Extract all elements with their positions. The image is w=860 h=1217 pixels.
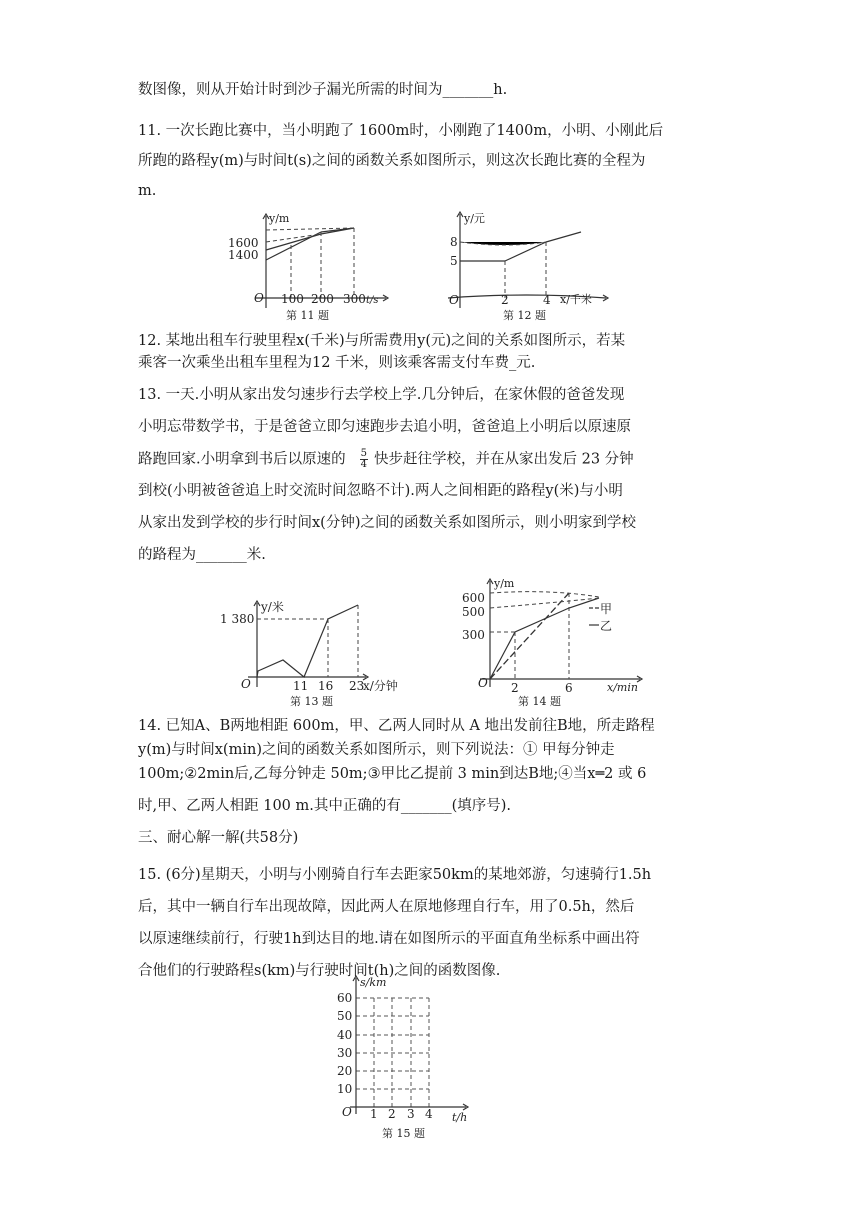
q14-line-3: 100m;②2min后,乙每分钟走 50m;③甲比乙提前 3 min到达B地;④当x═2 或 6 bbox=[138, 766, 647, 782]
fig14-origin: O bbox=[478, 676, 488, 690]
fig14-ytick-300: 300 bbox=[462, 628, 485, 642]
q14-line-4: 时,甲、乙两人相距 100 m.其中正确的有_______(填序号). bbox=[138, 798, 512, 814]
q13-line-6: 的路程为_______米. bbox=[138, 547, 266, 563]
fig15-xtick-4: 4 bbox=[425, 1107, 433, 1121]
fig15-ylabel: s/km bbox=[360, 976, 387, 989]
figure-13 bbox=[218, 597, 418, 709]
q15-line-1: 15. (6分)星期天，小明与小刚骑自行车去距家50km的某地郊游，匀速骑行1.5h bbox=[138, 867, 652, 883]
fig13-xtick-23: 23 bbox=[349, 679, 365, 693]
fig11-ytick-1600: 1600 bbox=[228, 236, 259, 250]
fig11-xlabel: t/s bbox=[366, 295, 379, 306]
fig15-xtick-1: 1 bbox=[370, 1107, 378, 1121]
fig15-ytick-50: 50 bbox=[337, 1009, 353, 1023]
fig11-ylabel: y/m bbox=[269, 212, 290, 225]
q11-line-3: m. bbox=[138, 183, 157, 199]
fig15-xtick-3: 3 bbox=[407, 1107, 415, 1121]
fig13-origin: O bbox=[241, 677, 251, 691]
fraction-5-4 bbox=[360, 449, 368, 470]
fig11-xtick-300: 300 bbox=[343, 292, 366, 306]
fig11-origin: O bbox=[254, 291, 264, 305]
q15-line-2: 后，其中一辆自行车出现故障，因此两人在原地修理自行车，用了0.5h，然后 bbox=[138, 899, 635, 915]
section-3-heading: 三、耐心解一解(共58分) bbox=[138, 830, 299, 846]
figure-12 bbox=[446, 210, 616, 325]
q12-line-2: 乘客一次乘坐出租车里程为12 千米，则该乘客需支付车费_元. bbox=[138, 355, 536, 371]
fig14-xlabel: x/min bbox=[607, 681, 638, 694]
fig13-xtick-11: 11 bbox=[293, 679, 309, 693]
fig13-caption: 第 13 题 bbox=[290, 695, 333, 708]
fig11-xtick-100: 100 bbox=[281, 292, 304, 306]
fig14-ytick-500: 500 bbox=[462, 605, 485, 619]
fig15-xlabel: t/h bbox=[452, 1111, 468, 1124]
q13-line-1: 13. 一天.小明从家出发匀速步行去学校上学.几分钟后，在家休假的爸爸发现 bbox=[138, 387, 625, 403]
q13-line-3-pre: 路跑回家.小明拿到书后以原速的 bbox=[138, 451, 346, 468]
fig15-ytick-20: 20 bbox=[337, 1064, 353, 1078]
q13-line-2: 小明忘带数学书，于是爸爸立即匀速跑步去追小明，爸爸追上小明后以原速原 bbox=[138, 419, 631, 435]
figure-15 bbox=[336, 972, 486, 1142]
fig11-xtick-200: 200 bbox=[311, 292, 334, 306]
fig12-ytick-8: 8 bbox=[450, 235, 458, 249]
fig12-xtick-4: 4 bbox=[543, 293, 551, 307]
fig13-ytick-1380: 1 380 bbox=[220, 612, 255, 626]
q11-line-2: 所跑的路程y(m)与时间t(s)之间的函数关系如图所示，则这次长跑比赛的全程为 bbox=[138, 153, 646, 169]
fig15-caption: 第 15 题 bbox=[382, 1127, 425, 1140]
fig15-ytick-10: 10 bbox=[337, 1082, 353, 1096]
fig14-caption: 第 14 题 bbox=[518, 695, 561, 708]
fig13-ylabel: y/米 bbox=[261, 600, 284, 614]
fig12-xlabel: x/千米 bbox=[560, 293, 592, 306]
fig13-xtick-16: 16 bbox=[318, 679, 334, 693]
q12-line-1: 12. 某地出租车行驶里程x(千米)与所需费用y(元)之间的关系如图所示，若某 bbox=[138, 333, 626, 349]
q14-line-1: 14. 已知A、B两地相距 600m，甲、乙两人同时从 A 地出发前往B地，所走路程 bbox=[138, 718, 655, 734]
q13-line-3 bbox=[138, 449, 634, 470]
q15-line-4: 合他们的行驶路程s(km)与行驶时间t(h)之间的函数图像. bbox=[138, 963, 501, 979]
figure-11 bbox=[226, 210, 396, 325]
fraction-numerator: 5 bbox=[360, 448, 367, 459]
fig15-ytick-30: 30 bbox=[337, 1046, 353, 1060]
fig11-caption: 第 11 题 bbox=[286, 309, 329, 322]
fig14-ytick-600: 600 bbox=[462, 591, 485, 605]
fraction-denominator: 4 bbox=[360, 459, 367, 470]
fig15-ytick-40: 40 bbox=[337, 1028, 353, 1042]
fig12-ylabel: y/元 bbox=[464, 212, 485, 225]
q13-line-3-post: 快步赶往学校，并在从家出发后 23 分钟 bbox=[373, 451, 634, 468]
figure-14 bbox=[462, 575, 662, 708]
fig12-xtick-2: 2 bbox=[501, 293, 509, 307]
q11-line-1: 11. 一次长跑比赛中，当小明跑了 1600m时，小刚跑了1400m，小明、小刚此后 bbox=[138, 123, 664, 139]
fig14-legend-yi: 乙 bbox=[600, 619, 613, 633]
fig11-ytick-1400: 1400 bbox=[228, 248, 259, 262]
fig15-xtick-2: 2 bbox=[388, 1107, 396, 1121]
q13-line-5: 从家出发到学校的步行时间x(分钟)之间的函数关系如图所示，则小明家到学校 bbox=[138, 515, 636, 531]
fig14-legend-jia: 甲 bbox=[600, 602, 613, 616]
fig13-xlabel: x/分钟 bbox=[363, 679, 398, 693]
q13-line-4: 到校(小明被爸爸追上时交流时间忽略不计).两人之间相距的路程y(米)与小明 bbox=[138, 483, 623, 499]
q14-line-2: y(m)与时间x(min)之间的函数关系如图所示，则下列说法：① 甲每分钟走 bbox=[138, 742, 615, 758]
q15-line-3: 以原速继续前行，行驶1h到达目的地.请在如图所示的平面直角坐标系中画出符 bbox=[138, 931, 640, 947]
fig14-xtick-2: 2 bbox=[511, 681, 519, 695]
fig15-ytick-60: 60 bbox=[337, 991, 353, 1005]
fig14-xtick-6: 6 bbox=[565, 681, 573, 695]
fig12-caption: 第 12 题 bbox=[503, 309, 546, 322]
fig12-origin: O bbox=[449, 293, 459, 307]
fig14-ylabel: y/m bbox=[494, 577, 515, 590]
line-q10-tail: 数图像，则从开始计时到沙子漏光所需的时间为_______h. bbox=[138, 82, 508, 98]
fig12-ytick-5: 5 bbox=[450, 254, 458, 268]
fig15-origin: O bbox=[342, 1105, 352, 1119]
